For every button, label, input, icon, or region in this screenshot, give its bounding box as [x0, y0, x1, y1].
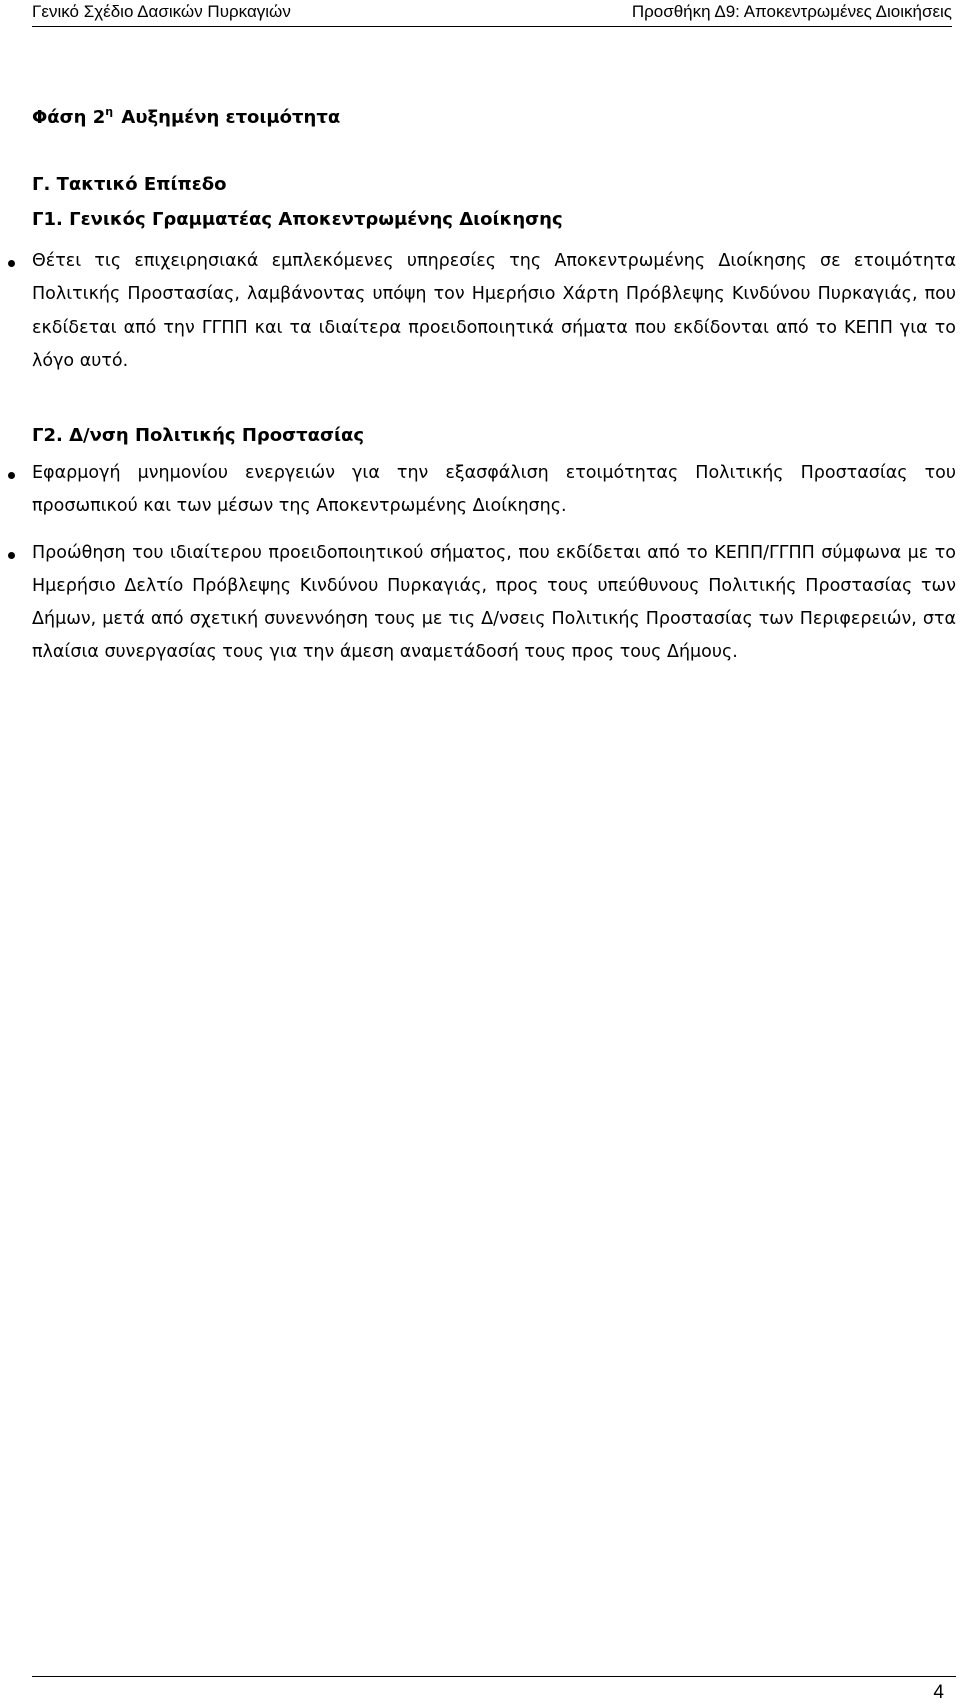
level-heading: Γ. Τακτικό Επίπεδο — [32, 174, 227, 195]
bullet-icon — [8, 552, 15, 559]
section-heading: Γ2. Δ/νση Πολιτικής Προστασίας — [32, 425, 365, 446]
bullet-list — [32, 457, 956, 670]
bullet-icon — [8, 472, 15, 479]
section-g2 — [32, 424, 956, 670]
list-item-text: Θέτει τις επιχειρησιακά εμπλεκόμενες υπηρεσίες της Αποκεντρωμένης Διοίκησης σε ετοιμότητα Πολιτικής Προστασίας, λαμβάνοντας υπόψη τον Ημερήσιο Χάρτη Πρόβλεψης Κινδύνου Πυρκαγιάς, που εκδίδεται από την ΓΓΠΠ και τα ιδιαίτερα προειδοποιητικά σήματα που εκδίδονται από το ΚΕΠΠ για το λόγο αυτό. — [32, 251, 956, 371]
header-section-title: Προσθήκη Δ9: Αποκεντρωμένες Διοικήσεις — [631, 2, 952, 21]
list-item-text: Προώθηση του ιδιαίτερου προειδοποιητικού σήματος, που εκδίδεται από το ΚΕΠΠ/ΓΓΠΠ σύμφωνα με το Ημερήσιο Δελτίο Πρόβλεψης Κινδύνου Πυρκαγιάς, προς τους υπεύθυνους Πολιτικής Προστασίας των Δήμων, μετά από σχετική συνεννόηση τους με τις Δ/νσεις Πολιτικής Προστασίας των Περιφερειών, στα πλαίσια συνεργασίας τους για την άμεση αναμετάδοσή τους προς τους Δήμους. — [32, 542, 956, 663]
page-header — [32, 0, 952, 27]
phase-suffix: Αυξημένη ετοιμότητα — [115, 107, 341, 128]
page-number: 4 — [933, 1682, 944, 1703]
phase-prefix: Φάση 2 — [32, 107, 106, 128]
list-item — [32, 457, 956, 524]
list-item — [32, 537, 956, 670]
footer-rule — [32, 1676, 956, 1677]
document-body — [32, 100, 956, 663]
bullet-icon — [8, 260, 15, 267]
header-document-title: Γενικό Σχέδιο Δασικών Πυρκαγιών — [32, 2, 291, 21]
section-heading: Γ1. Γενικός Γραμματέας Αποκεντρωμένης Διοίκησης — [32, 209, 563, 230]
list-item — [32, 245, 956, 378]
phase-heading — [32, 100, 956, 130]
section-g1 — [32, 208, 956, 378]
list-item-text: Εφαρμογή μνημονίου ενεργειών για την εξασφάλιση ετοιμότητας Πολιτικής Προστασίας του προσωπικού και των μέσων της Αποκεντρωμένης Διοίκησης. — [32, 463, 956, 517]
bullet-list — [32, 245, 956, 378]
phase-ordinal: η — [105, 105, 114, 118]
